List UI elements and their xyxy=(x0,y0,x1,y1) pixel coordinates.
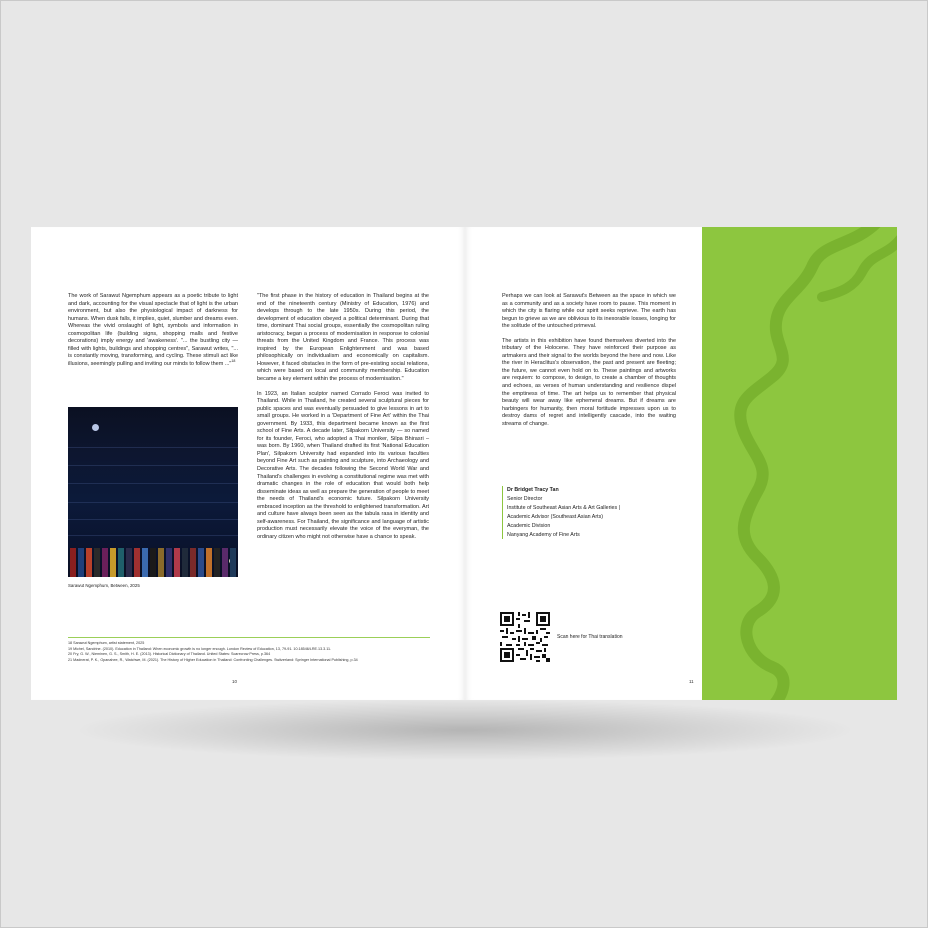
right-page-text xyxy=(502,293,676,435)
qr-code-graphic xyxy=(500,612,550,662)
footnote: 18 Sarawut Ngemphum, artist statement, 2025 xyxy=(68,641,145,645)
river-line-graphic xyxy=(702,227,897,700)
author-name: Dr Bridget Tracy Tan xyxy=(507,487,559,493)
footnote: 19 Michel, Sandrine. (2010). Education in Thailand: When economic growth is no longer enough. London Review of Education, 13, 79-91. 10.18546/LRE.13.3.11. xyxy=(68,646,332,651)
author-title: Nanyang Academy of Fine Arts xyxy=(507,531,580,538)
author-title: Senior Director xyxy=(507,495,543,502)
body-paragraph: Perhaps we can look at Sarawut's Between as the space in which we as a community and as a society have room to pause. This moment in which the city is flaring while our spirit seeks reprieve. The earth has begun to grieve as we are oblivious to its inexorable losses, longing for the solitude of the untouched primeval. xyxy=(502,293,676,330)
left-page xyxy=(31,227,465,700)
page-number-right: 11 xyxy=(689,679,694,684)
intro-paragraph: The work of Sarawut Ngemphum appears as a poetic tribute to light and dark, accounting for the visual spectacle that of light is the urban environment, but also the physiological impact of darkness for humans. When dusk falls, it implies, quiet, slumber and dreams even. Whereas the vivid onslaught of light, symbols and information in cosmopolitan life (building signs, shopping malls and festive decorations) imply energy and 'awakeness'. "... the bustling city — filled with lights, buildings and shopping centres", Sarawut writes, "... is constantly moving, transforming, and cycling. These stimuli act like illusions, seemingly pulling and inviting our minds to follow them ..." xyxy=(68,293,238,367)
author-title: Academic Advisor (Southeast Asian Arts) xyxy=(507,513,603,520)
author-title: Institute of Southeast Asian Arts & Art Galleries | xyxy=(507,504,620,511)
qr-code[interactable] xyxy=(500,612,550,662)
footnote-divider xyxy=(68,637,430,638)
page-number-left: 10 xyxy=(232,679,238,684)
green-panel xyxy=(702,227,897,700)
city-lights xyxy=(68,548,238,577)
author-title: Academic Division xyxy=(507,522,551,529)
signature-block xyxy=(502,486,620,539)
history-paragraph: In 1923, an Italian sculptor named Corrado Feroci was invited to Thailand. While in Thailand, he created several sculptural pieces for public spaces and was eventually persuaded to give lessons in art to small groups. He worked in a 'Department of Fine Art' within the Thai government. By 1933, this department became known as the first school of Fine Arts. A decade later, Silpakorn University — so named for its founder, Feroci, who adopted a Thai moniker, Silpa Bhirasri – was born. By 1960, when Thailand drafted its first 'National Education Plan', Silpakorn University had expanded into its various faculties beyond Fine Art such as painting and sculpture, into Archaeology and Decorative Arts. The decades following the Second World War and Thailand's challenges in evolving a constitutional regime was met with dramatic changes in the role of education that would both help disseminate ideas as well as prepare the generation of people to meet the needs of Thailand's economic future. Silpakorn University embraced inception as the threshold to enlightened transformation. Art and culture have always been seen as the tabula rasa in identity and self-awareness. For Thailand, the significance and language of artistic production must necessarily elevate the voice of the everyman, the ordinary citizen who might not otherwise have a chance to speak. xyxy=(257,390,429,540)
artwork-image xyxy=(68,407,238,577)
body-paragraph: The artists in this exhibition have found themselves diverted into the tributary of the Holocene. They have reinforced their purpose as artmakers and their signal to the worlds beyond the here and now. Like the river in Heraclitus's observation, the past and present are fleeting; the future, we cannot even hold on to. These paintings and artworks are requiem: to compose, to design, to create a chamber of thoughts and echoes, as verses of human understanding and resilience dispel the emptiness of time. The art helps us to remember that physical beauty will wear away like ephemeral dreams. But if dreams are harbingers for humanity, then moral fortitude impresses upon us to destroy dams of regret and intelligently cascade, into the waiting streams of change. xyxy=(502,337,676,427)
book-shadow xyxy=(80,700,850,760)
artwork-caption: Sarawut Ngemphum, Between, 2025 xyxy=(68,583,140,588)
moon-shape xyxy=(92,424,99,431)
left-column-text xyxy=(68,293,238,375)
footnote: 21 Madnerat, P. K., Opanahee, R., Watchwe, M. (2021). The History of Higher Education in Thailand: Confronting Challenges. Switzerland: Springer International Publishing, p.34 xyxy=(68,658,358,663)
footnotes xyxy=(68,641,358,664)
qr-label: Scan here for Thai translation xyxy=(557,634,623,640)
footnote-ref: 18 xyxy=(231,359,236,364)
quote-paragraph: "The first phase in the history of education in Thailand begins at the end of the nineteenth century (Ministry of Education, 1976) and develops through to the late 1950s. During this period, the development of education obeyed a political determinant. During that time, dominant Thai social groups, essentially the cosmopolitan ruling aristocracy, began a process of modernisation in response to colonial threats from the United Kingdom and France. This process was inspired by the European Enlightenment and was based philosophically on individualism and economically on capitalism. However, it faced obstacles in the form of pre-existing social relations, which were based on local and community membership. Education became a key element within the process of modernisation." xyxy=(257,293,429,383)
right-page xyxy=(465,227,897,700)
footnote: 20 Fry, G. W., Nieminen, G. S., Smith, H. E. (2013). Historical Dictionary of Thailand. United States: Scarecrow Press, p.364 xyxy=(68,652,271,657)
right-column-text xyxy=(257,293,429,549)
